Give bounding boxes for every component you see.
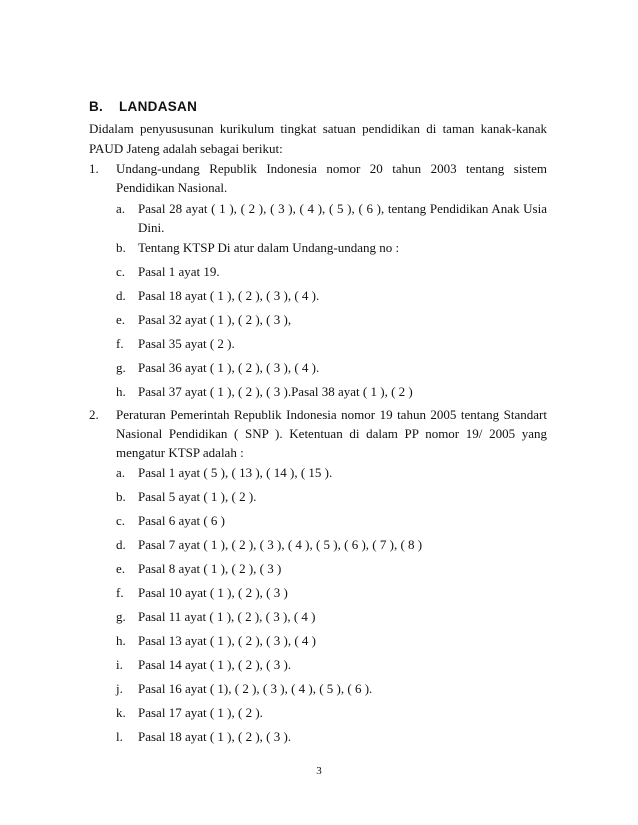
sub-marker: c. (116, 264, 126, 279)
section-number: B. (89, 99, 104, 114)
sub-item-2g (116, 607, 547, 626)
sub-item-text: Pasal 10 ayat ( 1 ), ( 2 ), ( 3 ) (138, 585, 288, 600)
sub-marker: d. (116, 537, 126, 552)
sub-item-2f (116, 583, 547, 602)
sub-marker: g. (116, 360, 126, 375)
sub-item-text: Pasal 8 ayat ( 1 ), ( 2 ), ( 3 ) (138, 561, 282, 576)
sub-item-text: Pasal 36 ayat ( 1 ), ( 2 ), ( 3 ), ( 4 ). (138, 360, 320, 375)
sub-item-2b (116, 487, 547, 506)
sub-item-text: Pasal 18 ayat ( 1 ), ( 2 ), ( 3 ). (138, 729, 292, 744)
sub-item-text: Pasal 17 ayat ( 1 ), ( 2 ). (138, 705, 263, 720)
sub-item-text: Pasal 1 ayat 19. (138, 264, 220, 279)
sub-marker: i. (116, 657, 123, 672)
sub-item-text: Pasal 14 ayat ( 1 ), ( 2 ), ( 3 ). (138, 657, 292, 672)
sub-item-text: Pasal 5 ayat ( 1 ), ( 2 ). (138, 489, 257, 504)
sub-marker: b. (116, 240, 126, 255)
sub-item-2h (116, 631, 547, 650)
sub-marker: l. (116, 729, 123, 744)
sub-item-1f (116, 334, 547, 353)
sub-item-text: Pasal 13 ayat ( 1 ), ( 2 ), ( 3 ), ( 4 ) (138, 633, 316, 648)
sub-item-1g (116, 358, 547, 377)
list-item-text: Undang-undang Republik Indonesia nomor 20 tahun 2003 tentang sistem Pendidikan Nasional. (116, 161, 547, 195)
sub-item-text: Pasal 7 ayat ( 1 ), ( 2 ), ( 3 ), ( 4 ), ( 5 ), ( 6 ), ( 7 ), ( 8 ) (138, 537, 423, 552)
sub-item-text: Pasal 11 ayat ( 1 ), ( 2 ), ( 3 ), ( 4 ) (138, 609, 316, 624)
sub-item-1h (116, 382, 547, 401)
sub-item-text: Pasal 1 ayat ( 5 ), ( 13 ), ( 14 ), ( 15 ). (138, 465, 333, 480)
list-marker: 2. (89, 407, 99, 422)
sub-marker: j. (116, 681, 123, 696)
sub-item-text: Tentang KTSP Di atur dalam Undang-undang no : (138, 240, 400, 255)
sub-item-text: Pasal 18 ayat ( 1 ), ( 2 ), ( 3 ), ( 4 ). (138, 288, 320, 303)
sub-item-2i (116, 655, 547, 674)
page-number: 3 (316, 765, 322, 777)
sub-marker: f. (116, 585, 124, 600)
sub-marker: k. (116, 705, 126, 720)
sub-item-2e (116, 559, 547, 578)
sub-item-1d (116, 286, 547, 305)
sub-marker: c. (116, 513, 126, 528)
sub-marker: d. (116, 288, 126, 303)
sub-marker: e. (116, 312, 126, 327)
section-heading (89, 99, 197, 114)
sub-marker: a. (116, 465, 126, 480)
sub-item-2l (116, 727, 547, 746)
sub-item-2d (116, 535, 547, 554)
sub-item-text: Pasal 35 ayat ( 2 ). (138, 336, 235, 351)
sub-item-1b (116, 238, 547, 257)
sub-marker: a. (116, 201, 126, 216)
sub-marker: f. (116, 336, 124, 351)
sub-marker: e. (116, 561, 126, 576)
list-item-text: Peraturan Pemerintah Republik Indonesia nomor 19 tahun 2005 tentang Standart Nasional Pendidikan ( SNP ). Ketentuan di dalam PP nomor 19/ 2005 yang mengatur KTSP adalah : (116, 407, 547, 460)
sub-marker: g. (116, 609, 126, 624)
sub-item-text: Pasal 28 ayat ( 1 ), ( 2 ), ( 3 ), ( 4 ), ( 5 ), ( 6 ), tentang Pendidikan Anak Usia Dini. (138, 201, 547, 235)
sub-item-2k (116, 703, 547, 722)
sub-item-text: Pasal 16 ayat ( 1), ( 2 ), ( 3 ), ( 4 ), ( 5 ), ( 6 ). (138, 681, 373, 696)
sub-item-text: Pasal 32 ayat ( 1 ), ( 2 ), ( 3 ), (138, 312, 292, 327)
list-item-2 (89, 405, 547, 462)
intro-paragraph: Didalam penyususunan kurikulum tingkat satuan pendidikan di taman kanak-kanak PAUD Jateng adalah sebagai berikut: (89, 121, 547, 156)
sub-item-1c (116, 262, 547, 281)
sub-marker: h. (116, 633, 126, 648)
sub-item-1a (116, 199, 547, 237)
sub-marker: b. (116, 489, 126, 504)
sub-marker: h. (116, 384, 126, 399)
list-marker: 1. (89, 161, 99, 176)
section-title: LANDASAN (119, 99, 198, 114)
list-item-1 (89, 159, 547, 197)
sub-item-2j (116, 679, 547, 698)
sub-item-text: Pasal 37 ayat ( 1 ), ( 2 ), ( 3 ).Pasal 38 ayat ( 1 ), ( 2 ) (138, 384, 413, 399)
sub-item-1e (116, 310, 547, 329)
sub-item-2c (116, 511, 547, 530)
sub-item-2a (116, 463, 547, 482)
sub-item-text: Pasal 6 ayat ( 6 ) (138, 513, 226, 528)
